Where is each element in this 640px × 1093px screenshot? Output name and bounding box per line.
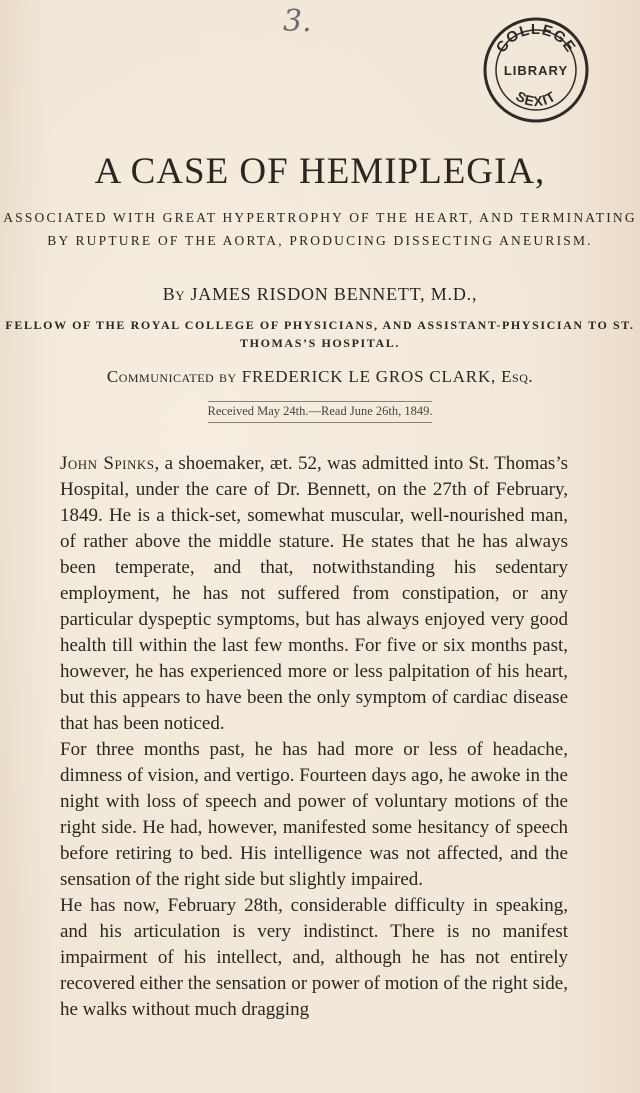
body-paragraph [60,451,568,737]
author-prefix: By [162,284,186,304]
author-name: JAMES RISDON BENNETT, M.D., [190,284,478,304]
page-number: 3. [283,4,312,39]
author-line [0,284,640,305]
stamp-bottom-text: SEXIT [513,87,559,110]
article-subtitle: ASSOCIATED WITH GREAT HYPERTROPHY OF THE HEART, AND TERMINATING BY RUPTURE OF THE AORTA, PRODUCING DISSECTING ANEURISM. [3,210,637,248]
stamp-top-text: COLLEGE [492,20,580,56]
communicated-suffix: Esq. [501,367,534,386]
communicated-name: FREDERICK LE GROS CLARK, [241,367,497,386]
received-dates: Received May 24th.—Read June 26th, 1849. [208,401,433,423]
author-affiliation: FELLOW OF THE ROYAL COLLEGE OF PHYSICIANS, AND ASSISTANT-PHYSICIAN TO ST. THOMAS’S HOSPITAL. [5,318,635,350]
paragraph-3-text: He has now, February 28th, considerable difficulty in speaking, and his articulation is very indistinct. There is no manifest impairment of his intellect, and, although he has not entirely recovered either the sensation or power of motion of the right side, he walks without much dragging [60,895,568,1020]
patient-name: John Spinks [60,453,155,474]
communicated-prefix: Communicated by [106,367,237,386]
body-paragraph [60,893,568,1023]
stamp-middle-text: LIBRARY [503,63,569,78]
body-paragraph [60,737,568,893]
article-body [60,451,568,1023]
paragraph-2-text: For three months past, he has had more or less of headache, dimness of vision, and vertigo. Fourteen days ago, he awoke in the night with loss of speech and power of voluntary motions of the right side. He had, however, manifested some hesitancy of speech before retiring to bed. His intelligence was not affected, and the sensation of the right side but slightly impaired. [60,739,568,890]
paragraph-1-text: , a shoemaker, æt. 52, was admitted into St. Thomas’s Hospital, under the care of Dr. Bennett, on the 27th of February, 1849. He is a thick-set, somewhat muscular, well-nourished man, of rather above the middle stature. He states that he has always been temperate, and that, notwithstanding his sedentary employment, he has not suffered from constipation, or any particular dyspeptic symptoms, but has always enjoyed very good health till within the last few months. For five or six months past, however, he has experienced more or less palpitation of his heart, but this appears to have been the only symptom of cardiac disease that has been noticed. [60,453,568,734]
received-line [0,400,640,423]
communicated-line [0,367,640,387]
article-title: A CASE OF HEMIPLEGIA, [94,151,546,192]
library-stamp [480,14,592,126]
svg-text:COLLEGE [493,21,579,56]
